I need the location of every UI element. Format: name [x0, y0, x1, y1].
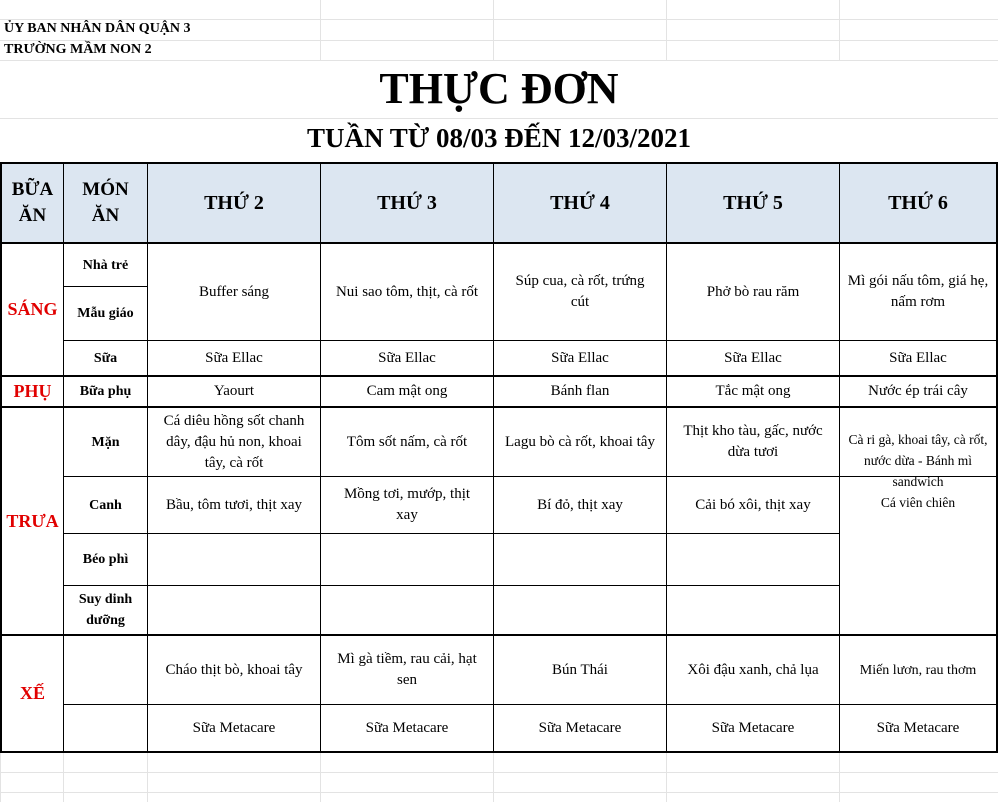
- xe-milk-tue: Sữa Metacare: [365, 719, 449, 736]
- phu-fri: Nước ép trái cây: [868, 383, 968, 399]
- xe-dish-wed: Bún Thái: [552, 661, 608, 678]
- row-label-sua: Sữa: [93, 350, 118, 366]
- sang-milk-wed: Sữa Ellac: [551, 349, 609, 366]
- meal-label-trua: TRƯA: [6, 510, 59, 531]
- sang-milk-thu: Sữa Ellac: [724, 349, 782, 366]
- trua-canh-wed: Bí đỏ, thịt xay: [537, 496, 623, 513]
- xe-dish-tue: Mì gà tiềm, rau cải, hạt sen: [337, 651, 477, 688]
- sang-milk-mon: Sữa Ellac: [205, 349, 263, 366]
- xe-dish-thu: Xôi đậu xanh, chả lụa: [687, 661, 819, 678]
- trua-man-mon: Cá diêu hồng sốt chanh dây, đậu hủ non, khoai tây, cà rốt: [163, 412, 305, 471]
- school-name: TRƯỜNG MẦM NON 2: [4, 42, 152, 57]
- xe-dish-fri: Miến lươn, rau thơm: [859, 662, 977, 678]
- meal-label-xe: XẾ: [19, 683, 45, 703]
- col-header-meal: BỮA ĂN: [11, 179, 54, 226]
- xe-milk-fri: Sữa Metacare: [876, 719, 960, 736]
- meal-label-phu: PHỤ: [13, 381, 52, 401]
- trua-man-thu: Thịt kho tàu, gấc, nước dừa tươi: [683, 423, 823, 460]
- row-label-bua-phu: Bữa phụ: [79, 384, 132, 399]
- day-header-mon: THỨ 2: [204, 191, 264, 214]
- day-header-fri: THỨ 6: [888, 191, 948, 214]
- sang-dish-tue: Nui sao tôm, thịt, cà rốt: [335, 283, 479, 300]
- org-name: ỦY BAN NHÂN DÂN QUẬN 3: [4, 21, 191, 36]
- sang-dish-thu: Phở bò rau răm: [706, 283, 800, 300]
- sang-milk-fri: Sữa Ellac: [889, 349, 947, 366]
- row-label-man: Mặn: [91, 434, 120, 450]
- row-label-nha-tre: Nhà trẻ: [82, 257, 129, 273]
- phu-wed: Bánh flan: [550, 383, 610, 399]
- sang-milk-tue: Sữa Ellac: [378, 349, 436, 366]
- meal-label-sang: SÁNG: [7, 299, 58, 319]
- day-header-thu: THỨ 5: [723, 191, 783, 214]
- row-label-suy-dinh-duong: Suy dinh dưỡng: [78, 592, 133, 628]
- phu-mon: Yaourt: [213, 383, 255, 399]
- sang-dish-wed: Súp cua, cà rốt, trứng cút: [515, 273, 645, 310]
- phu-tue: Cam mật ong: [366, 383, 448, 399]
- row-label-beo-phi: Béo phì: [82, 552, 129, 567]
- day-header-tue: THỨ 3: [377, 191, 437, 214]
- xe-milk-wed: Sữa Metacare: [538, 719, 622, 736]
- xe-milk-mon: Sữa Metacare: [192, 719, 276, 736]
- day-header-wed: THỨ 4: [550, 191, 610, 214]
- trua-canh-mon: Bầu, tôm tươi, thịt xay: [165, 496, 303, 513]
- trua-canh-thu: Cải bó xôi, thịt xay: [695, 496, 811, 513]
- xe-dish-mon: Cháo thịt bò, khoai tây: [165, 661, 303, 678]
- page-title: THỰC ĐƠN: [379, 64, 619, 113]
- col-header-dish: MÓN ĂN: [82, 179, 129, 226]
- sang-dish-fri: Mì gói nấu tôm, giá hẹ, nấm rơm: [847, 273, 989, 310]
- page-subtitle: TUẦN TỪ 08/03 ĐẾN 12/03/2021: [306, 123, 692, 153]
- trua-fri: Cà ri gà, khoai tây, cà rốt, nước dừa - Bánh mì sandwich Cá viên chiên: [848, 431, 988, 510]
- trua-man-wed: Lagu bò cà rốt, khoai tây: [505, 433, 655, 450]
- trua-man-tue: Tôm sốt nấm, cà rốt: [346, 433, 468, 450]
- phu-thu: Tắc mật ong: [715, 383, 791, 399]
- sang-dish-mon: Buffer sáng: [198, 283, 270, 300]
- row-label-canh: Canh: [89, 497, 122, 513]
- row-label-mau-giao: Mẫu giáo: [77, 306, 134, 321]
- xe-milk-thu: Sữa Metacare: [711, 719, 795, 736]
- trua-canh-tue: Mồng tơi, mướp, thịt xay: [343, 486, 471, 523]
